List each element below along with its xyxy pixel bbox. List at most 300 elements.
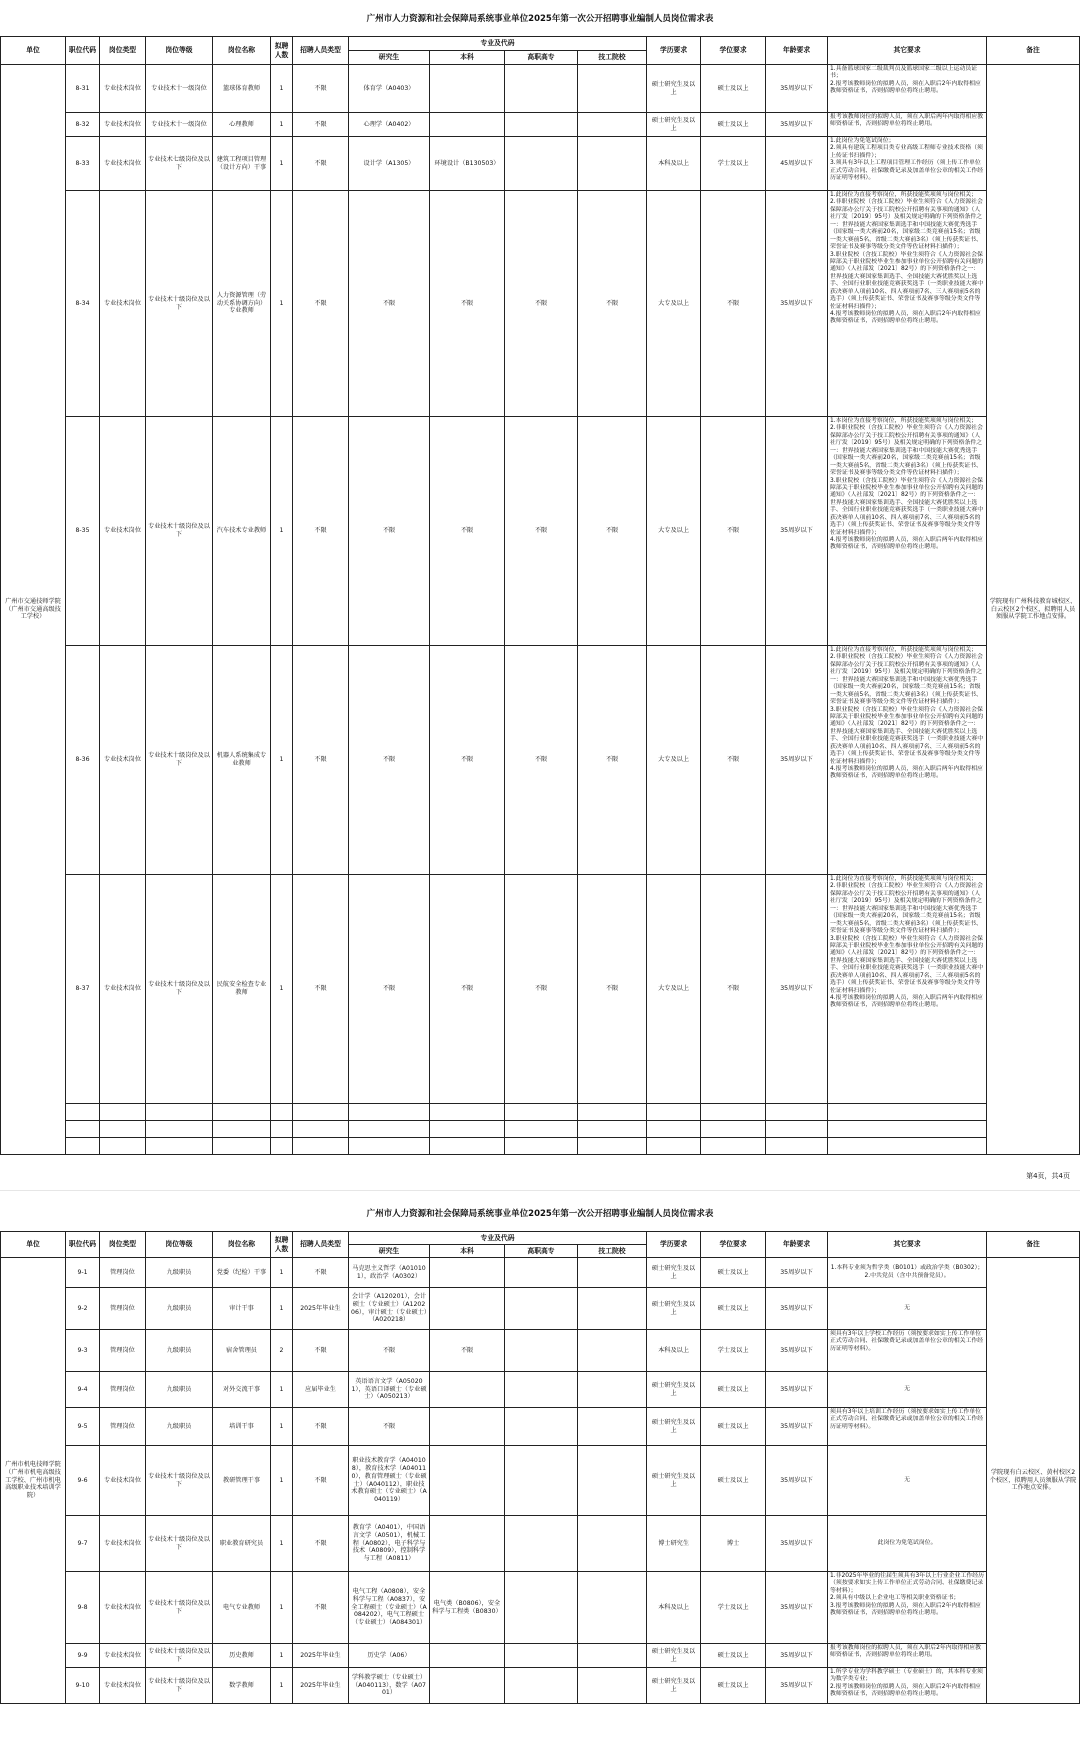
major-technical bbox=[578, 65, 647, 113]
major-technical bbox=[578, 1408, 647, 1446]
degree-requirement: 学士及以上 bbox=[701, 1572, 766, 1644]
major-graduate: 学科教学硕士（专业硕士）（A040113），数学（A0701） bbox=[349, 1668, 430, 1704]
job-code: 8-37 bbox=[66, 875, 100, 1104]
other-requirements bbox=[828, 113, 987, 137]
requirement-line: 2.非职业院校（含技工院校）毕业生须符合《人力资源社会保障部办公厅关于技工院校公开招聘有关事项的通知》（人社厅发〔2019〕95号）及相关规定明确的下列资格条件之一：世界技能大赛国家集训选手和中国技能大赛优秀选手（国家级一类大赛前20名，国家级二类竞赛前15名；省级一类大赛前5名，省级二类大赛前3名）（须上传获奖证书、荣誉证书及赛事等级分类文件等佐证材料扫描件）； bbox=[830, 425, 983, 477]
other-requirements bbox=[828, 1258, 987, 1288]
education-requirement: 本科及以上 bbox=[647, 137, 701, 191]
age-requirement: 35周岁以下 bbox=[766, 1408, 828, 1446]
empty-cell bbox=[430, 1138, 505, 1155]
major-undergraduate bbox=[430, 1288, 505, 1330]
major-undergraduate: 不限 bbox=[430, 875, 505, 1104]
hire-count: 1 bbox=[271, 191, 293, 417]
requirement-line: 须具有3年以上学校工作经历（须按要求如实上传工作单位正式劳动合同、社保缴费记录或加盖单位公章的相关工作经历证明等材料）。 bbox=[830, 1331, 984, 1352]
recruit-target: 不限 bbox=[293, 137, 349, 191]
hire-count: 1 bbox=[271, 1288, 293, 1330]
empty-cell bbox=[271, 1121, 293, 1138]
job-name: 汽车技术专业教师 bbox=[213, 417, 271, 646]
job-code: 8-31 bbox=[66, 65, 100, 113]
major-technical bbox=[578, 1288, 647, 1330]
job-code: 9-5 bbox=[66, 1408, 100, 1446]
major-vocational bbox=[505, 1258, 578, 1288]
age-requirement: 35周岁以下 bbox=[766, 1668, 828, 1704]
job-name: 篮球体育教师 bbox=[213, 65, 271, 113]
empty-cell bbox=[505, 1121, 578, 1138]
major-undergraduate bbox=[430, 1668, 505, 1704]
empty-cell bbox=[766, 1138, 828, 1155]
education-requirement: 硕士研究生及以上 bbox=[647, 1408, 701, 1446]
header-type: 岗位类型 bbox=[100, 1232, 146, 1258]
header-type: 岗位类型 bbox=[100, 37, 146, 65]
education-requirement: 硕士研究生及以上 bbox=[647, 1258, 701, 1288]
job-level: 专业技术十级岗位及以下 bbox=[146, 191, 213, 417]
job-type: 专业技术岗位 bbox=[100, 191, 146, 417]
remark-cell: 学院现有广州科技教育城校区、白云校区2个校区，拟聘用人员须服从学院工作地点安排。 bbox=[987, 65, 1080, 1155]
age-requirement: 45周岁以下 bbox=[766, 137, 828, 191]
other-requirements bbox=[828, 1372, 987, 1408]
job-type: 专业技术岗位 bbox=[100, 646, 146, 875]
education-requirement: 硕士研究生及以上 bbox=[647, 1446, 701, 1516]
job-name: 机器人系统集成专业教师 bbox=[213, 646, 271, 875]
requirement-line: 1.本科专业须为哲学类（B0101）或政治学类（B0302）； bbox=[830, 1265, 984, 1272]
recruit-target: 不限 bbox=[293, 65, 349, 113]
requirement-line: 1.此岗位为免笔试岗位； bbox=[830, 138, 895, 144]
degree-requirement: 不限 bbox=[701, 191, 766, 417]
major-graduate: 体育学（A0403） bbox=[349, 65, 430, 113]
empty-cell bbox=[701, 1121, 766, 1138]
empty-cell bbox=[766, 1121, 828, 1138]
empty-cell bbox=[271, 1138, 293, 1155]
empty-cell bbox=[349, 1104, 430, 1121]
job-type: 专业技术岗位 bbox=[100, 137, 146, 191]
header-edu: 学历要求 bbox=[647, 37, 701, 65]
requirement-line: 3.职业院校（含技工院校）毕业生须符合《人力资源社会保障部关于职业院校毕业生参加事业单位公开招聘有关问题的通知》（人社部发〔2021〕82号）的下列资格条件之一：世界技能大赛国家集训选手、全国技能大赛优胜奖以上选手、全国行业职业技能竞赛获奖选手（一类职业技能大赛中获决赛单人项前10名、四人赛项前7名、三人赛项前5名的选手）（须上传获奖证书、荣誉证书及赛事等级分类文件等佐证材料扫描件）； bbox=[830, 935, 984, 994]
requirement-line: 4.报考该教师岗位的拟聘人员，须在入职后2年内取得相应教师资格证书，否则招聘单位将终止聘用。 bbox=[830, 311, 981, 325]
hire-count: 1 bbox=[271, 1644, 293, 1668]
recruit-target: 不限 bbox=[293, 1572, 349, 1644]
other-requirements bbox=[828, 1408, 987, 1446]
header-code: 职位代码 bbox=[66, 1232, 100, 1258]
job-name: 建筑工程项目管理（设计方向）干事 bbox=[213, 137, 271, 191]
major-technical bbox=[578, 1330, 647, 1372]
job-name: 历史教师 bbox=[213, 1644, 271, 1668]
header-undergrad: 本科 bbox=[430, 51, 505, 65]
hire-count: 1 bbox=[271, 1372, 293, 1408]
age-requirement: 35周岁以下 bbox=[766, 646, 828, 875]
major-vocational bbox=[505, 1668, 578, 1704]
empty-cell bbox=[578, 1121, 647, 1138]
table-row bbox=[1, 1288, 1080, 1330]
major-undergraduate bbox=[430, 1516, 505, 1572]
job-code: 9-7 bbox=[66, 1516, 100, 1572]
major-vocational bbox=[505, 65, 578, 113]
table-row bbox=[1, 417, 1080, 646]
empty-row bbox=[1, 1138, 1080, 1155]
job-type: 专业技术岗位 bbox=[100, 875, 146, 1104]
recruit-target: 不限 bbox=[293, 875, 349, 1104]
empty-cell bbox=[647, 1104, 701, 1121]
empty-row bbox=[1, 1104, 1080, 1121]
requirement-line: 无 bbox=[904, 1304, 910, 1311]
empty-cell bbox=[293, 1121, 349, 1138]
table-row bbox=[1, 1446, 1080, 1516]
empty-cell bbox=[146, 1138, 213, 1155]
degree-requirement: 硕士及以上 bbox=[701, 1668, 766, 1704]
other-requirements bbox=[828, 65, 987, 113]
major-graduate: 教育学（A0401），中国语言文学（A0501），机械工程（A0802），电子科学与技术（A0809），控制科学与工程（A0811） bbox=[349, 1516, 430, 1572]
remark-cell: 学院现有白云校区、黄村校区2个校区，拟聘用人员须服从学院工作地点安排。 bbox=[987, 1258, 1080, 1704]
job-level: 专业技术十级岗位及以下 bbox=[146, 1516, 213, 1572]
empty-cell bbox=[505, 1104, 578, 1121]
header-name: 岗位名称 bbox=[213, 37, 271, 65]
degree-requirement: 不限 bbox=[701, 417, 766, 646]
major-vocational bbox=[505, 137, 578, 191]
requirement-line: 2.须具有建筑工程项目类专业高级工程师专业技术资格（须上传证书扫描件）； bbox=[830, 145, 983, 159]
degree-requirement: 不限 bbox=[701, 646, 766, 875]
empty-cell bbox=[293, 1104, 349, 1121]
education-requirement: 硕士研究生及以上 bbox=[647, 1668, 701, 1704]
major-undergraduate: 不限 bbox=[430, 417, 505, 646]
job-name: 对外交流干事 bbox=[213, 1372, 271, 1408]
job-level: 九级职员 bbox=[146, 1408, 213, 1446]
education-requirement: 博士研究生 bbox=[647, 1516, 701, 1572]
header-remark: 备注 bbox=[987, 1232, 1080, 1258]
empty-cell bbox=[828, 1104, 987, 1121]
other-requirements bbox=[828, 1668, 987, 1704]
major-graduate: 不限 bbox=[349, 646, 430, 875]
major-graduate: 职业技术教育学（A040108），教育技术学（A040110），教育管理硕士（专业硕士）（A040112），职业技术教育硕士（专业硕士）（A040119） bbox=[349, 1446, 430, 1516]
job-name: 人力资源管理（劳动关系协调方向）专业教师 bbox=[213, 191, 271, 417]
job-type: 专业技术岗位 bbox=[100, 1572, 146, 1644]
sheet1-table bbox=[0, 36, 1080, 1155]
job-name: 党委（纪检）干事 bbox=[213, 1258, 271, 1288]
age-requirement: 35周岁以下 bbox=[766, 417, 828, 646]
page-divider bbox=[0, 1190, 1080, 1191]
sheet2-table bbox=[0, 1231, 1080, 1704]
job-level: 九级职员 bbox=[146, 1372, 213, 1408]
recruit-target: 不限 bbox=[293, 1408, 349, 1446]
job-level: 专业技术十级岗位及以下 bbox=[146, 1644, 213, 1668]
education-requirement: 硕士研究生及以上 bbox=[647, 1644, 701, 1668]
other-requirements bbox=[828, 1516, 987, 1572]
empty-cell bbox=[213, 1138, 271, 1155]
requirement-line: 2.中共党员（含中共预备党员）。 bbox=[864, 1272, 950, 1279]
hire-count: 1 bbox=[271, 1446, 293, 1516]
job-code: 8-36 bbox=[66, 646, 100, 875]
major-graduate: 英语语言文学（A050201），英语口译硕士（专业硕士）（A050213） bbox=[349, 1372, 430, 1408]
age-requirement: 35周岁以下 bbox=[766, 1330, 828, 1372]
empty-cell bbox=[66, 1121, 100, 1138]
header-code: 职位代码 bbox=[66, 37, 100, 65]
education-requirement: 硕士研究生及以上 bbox=[647, 65, 701, 113]
sheet2-title: 广州市人力资源和社会保障局系统事业单位2025年第一次公开招聘事业编制人员岗位需求表 bbox=[366, 1209, 714, 1219]
header-major: 专业及代码 bbox=[349, 37, 647, 51]
major-graduate: 马克思主义哲学（A010101），政治学（A0302） bbox=[349, 1258, 430, 1288]
empty-cell bbox=[828, 1138, 987, 1155]
empty-cell bbox=[701, 1138, 766, 1155]
education-requirement: 本科及以上 bbox=[647, 1330, 701, 1372]
degree-requirement: 学士及以上 bbox=[701, 137, 766, 191]
empty-cell bbox=[66, 1104, 100, 1121]
requirement-line: 3.职业院校（含技工院校）毕业生须符合《人力资源社会保障部关于职业院校毕业生参加事业单位公开招聘有关问题的通知》（人社部发〔2021〕82号）的下列资格条件之一：世界技能大赛国家集训选手、全国技能大赛优胜奖以上选手、全国行业职业技能竞赛获奖选手（一类职业技能大赛中获决赛单人项前10名、四人赛项前7名、三人赛项前5名的选手）（须上传获奖证书、荣誉证书及赛事等级分类文件等佐证材料扫描件）； bbox=[830, 251, 984, 310]
header-grad: 研究生 bbox=[349, 1245, 430, 1258]
requirement-line: 2.报考该教师岗位的拟聘人员，须在入职后2年内取得相应教师资格证书，否则招聘单位将终止聘用。 bbox=[830, 1683, 981, 1698]
job-type: 专业技术岗位 bbox=[100, 1446, 146, 1516]
empty-cell bbox=[100, 1121, 146, 1138]
job-name: 审计干事 bbox=[213, 1288, 271, 1330]
requirement-line: 3.报考该教师岗位的拟聘人员，须在入职后2年内取得相应教师资格证书，否则招聘单位将终止聘用。 bbox=[830, 1602, 981, 1617]
job-level: 专业技术十级岗位及以下 bbox=[146, 1668, 213, 1704]
header-major: 专业及代码 bbox=[349, 1232, 647, 1245]
degree-requirement: 硕士及以上 bbox=[701, 1408, 766, 1446]
empty-cell bbox=[430, 1121, 505, 1138]
header-target: 招聘人员类型 bbox=[293, 1232, 349, 1258]
job-type: 专业技术岗位 bbox=[100, 1668, 146, 1704]
hire-count: 1 bbox=[271, 1668, 293, 1704]
job-type: 专业技术岗位 bbox=[100, 113, 146, 137]
empty-cell bbox=[293, 1138, 349, 1155]
job-type: 管理岗位 bbox=[100, 1288, 146, 1330]
major-undergraduate: 环境设计（B130503） bbox=[430, 137, 505, 191]
major-technical bbox=[578, 137, 647, 191]
requirement-line: 4.报考该教师岗位的拟聘人员，须在入职后两年内取得相应教师资格证书，否则招聘单位将终止聘用。 bbox=[830, 995, 983, 1009]
job-type: 管理岗位 bbox=[100, 1408, 146, 1446]
header-other: 其它要求 bbox=[828, 37, 987, 65]
hire-count: 1 bbox=[271, 1258, 293, 1288]
table-row bbox=[1, 113, 1080, 137]
empty-cell bbox=[100, 1138, 146, 1155]
job-level: 专业技术十一级岗位 bbox=[146, 113, 213, 137]
table-row bbox=[1, 65, 1080, 113]
job-type: 管理岗位 bbox=[100, 1330, 146, 1372]
other-requirements bbox=[828, 875, 987, 1104]
major-graduate: 电气工程（A0808），安全科学与工程（A0837），安全工程硕士（专业硕士）（A084202），电气工程硕士（专业硕士）（A084301） bbox=[349, 1572, 430, 1644]
header-count: 拟聘人数 bbox=[271, 37, 293, 65]
requirement-line: 1.此岗位为直接考察岗位，所获技能奖项须与岗位相关； bbox=[830, 876, 978, 882]
job-type: 管理岗位 bbox=[100, 1258, 146, 1288]
other-requirements bbox=[828, 137, 987, 191]
header-tech: 技工院校 bbox=[578, 1245, 647, 1258]
education-requirement: 大专及以上 bbox=[647, 646, 701, 875]
requirement-line: 报考该教师岗位的拟聘人员，须在入职后2年内取得相应教师资格证书，否则招聘单位将终止聘用。 bbox=[830, 1645, 982, 1659]
job-name: 宿舍管理员 bbox=[213, 1330, 271, 1372]
hire-count: 1 bbox=[271, 113, 293, 137]
empty-cell bbox=[213, 1104, 271, 1121]
major-technical bbox=[578, 1668, 647, 1704]
major-vocational bbox=[505, 1330, 578, 1372]
major-undergraduate bbox=[430, 1372, 505, 1408]
header-unit: 单位 bbox=[1, 1232, 66, 1258]
major-vocational bbox=[505, 1288, 578, 1330]
job-level: 专业技术七级岗位及以下 bbox=[146, 137, 213, 191]
recruit-target: 应届毕业生 bbox=[293, 1372, 349, 1408]
table-row bbox=[1, 191, 1080, 417]
major-vocational: 不限 bbox=[505, 875, 578, 1104]
hire-count: 1 bbox=[271, 646, 293, 875]
recruit-target: 不限 bbox=[293, 417, 349, 646]
header-level: 岗位等级 bbox=[146, 37, 213, 65]
other-requirements bbox=[828, 1330, 987, 1372]
major-undergraduate: 不限 bbox=[430, 191, 505, 417]
hire-count: 1 bbox=[271, 1408, 293, 1446]
other-requirements bbox=[828, 646, 987, 875]
job-code: 9-3 bbox=[66, 1330, 100, 1372]
requirement-line: 3.职业院校（含技工院校）毕业生须符合《人力资源社会保障部关于职业院校毕业生参加事业单位公开招聘有关问题的通知》（人社部发〔2021〕82号）的下列资格条件之一：世界技能大赛国家集训选手、全国技能大赛优胜奖以上选手、全国行业职业技能竞赛获奖选手（一类职业技能大赛中获决赛单人项前10名、四人赛项前7名、三人赛项前5名的选手）（须上传获奖证书、荣誉证书及赛事等级分类文件等佐证材料扫描件）； bbox=[830, 706, 984, 765]
recruit-target: 不限 bbox=[293, 1330, 349, 1372]
age-requirement: 35周岁以下 bbox=[766, 65, 828, 113]
job-level: 专业技术十级岗位及以下 bbox=[146, 875, 213, 1104]
major-vocational: 不限 bbox=[505, 191, 578, 417]
header-grad: 研究生 bbox=[349, 51, 430, 65]
recruit-target: 不限 bbox=[293, 1258, 349, 1288]
age-requirement: 35周岁以下 bbox=[766, 191, 828, 417]
job-level: 专业技术十级岗位及以下 bbox=[146, 1572, 213, 1644]
requirement-line: 1.所学专业为学科教学硕士（专业硕士）的，其本科专业须为数学类专业； bbox=[830, 1669, 983, 1683]
empty-cell bbox=[66, 1138, 100, 1155]
empty-cell bbox=[578, 1104, 647, 1121]
empty-cell bbox=[213, 1121, 271, 1138]
recruit-target: 不限 bbox=[293, 113, 349, 137]
table-row bbox=[1, 1516, 1080, 1572]
major-technical: 不限 bbox=[578, 646, 647, 875]
major-undergraduate bbox=[430, 1446, 505, 1516]
major-graduate: 不限 bbox=[349, 1330, 430, 1372]
empty-cell bbox=[766, 1104, 828, 1121]
recruit-target: 不限 bbox=[293, 646, 349, 875]
job-level: 九级职员 bbox=[146, 1330, 213, 1372]
header-age: 年龄要求 bbox=[766, 1232, 828, 1258]
major-undergraduate: 不限 bbox=[430, 1330, 505, 1372]
job-level: 专业技术十级岗位及以下 bbox=[146, 417, 213, 646]
major-technical bbox=[578, 1372, 647, 1408]
major-technical bbox=[578, 1258, 647, 1288]
empty-cell bbox=[647, 1138, 701, 1155]
table-row bbox=[1, 875, 1080, 1104]
header-voc: 高职高专 bbox=[505, 1245, 578, 1258]
table-row bbox=[1, 1372, 1080, 1408]
major-graduate: 不限 bbox=[349, 417, 430, 646]
empty-cell bbox=[146, 1121, 213, 1138]
major-technical bbox=[578, 1572, 647, 1644]
major-vocational bbox=[505, 1408, 578, 1446]
job-code: 9-6 bbox=[66, 1446, 100, 1516]
age-requirement: 35周岁以下 bbox=[766, 1572, 828, 1644]
header-target: 招聘人员类型 bbox=[293, 37, 349, 65]
major-graduate: 不限 bbox=[349, 1408, 430, 1446]
major-vocational bbox=[505, 1644, 578, 1668]
job-code: 9-8 bbox=[66, 1572, 100, 1644]
job-name: 职业教育研究员 bbox=[213, 1516, 271, 1572]
requirement-line: 2.报考该教师岗位的拟聘人员，须在入职后2年内取得相应教师资格证书，否则招聘单位将终止聘用。 bbox=[830, 80, 981, 95]
major-graduate: 不限 bbox=[349, 191, 430, 417]
major-technical: 不限 bbox=[578, 875, 647, 1104]
job-name: 民航安全检查专业教师 bbox=[213, 875, 271, 1104]
table-row bbox=[1, 1408, 1080, 1446]
empty-cell bbox=[701, 1104, 766, 1121]
job-code: 8-35 bbox=[66, 417, 100, 646]
job-level: 九级职员 bbox=[146, 1288, 213, 1330]
header-degree: 学位要求 bbox=[701, 1232, 766, 1258]
other-requirements bbox=[828, 191, 987, 417]
age-requirement: 35周岁以下 bbox=[766, 1372, 828, 1408]
empty-cell bbox=[430, 1104, 505, 1121]
major-undergraduate bbox=[430, 65, 505, 113]
requirement-line: 1.本岗位为直接考察岗位，所获技能奖项须与岗位相关； bbox=[830, 418, 978, 424]
major-graduate: 历史学（A06） bbox=[349, 1644, 430, 1668]
unit-cell: 广州市机电技师学院（广州市机电高级技工学校、广州市机电高级职业技术培训学院） bbox=[1, 1258, 66, 1704]
header-other: 其它要求 bbox=[828, 1232, 987, 1258]
recruit-target: 不限 bbox=[293, 1446, 349, 1516]
education-requirement: 本科及以上 bbox=[647, 1572, 701, 1644]
degree-requirement: 硕士及以上 bbox=[701, 1288, 766, 1330]
major-graduate: 设计学（A1305） bbox=[349, 137, 430, 191]
requirement-line: 报考该教师岗位的拟聘人员，须在入职后两年内取得相应教师资格证书，否则招聘单位将终止聘用。 bbox=[830, 114, 984, 128]
degree-requirement: 博士 bbox=[701, 1516, 766, 1572]
sheet1-title: 广州市人力资源和社会保障局系统事业单位2025年第一次公开招聘事业编制人员岗位需求表 bbox=[366, 14, 714, 24]
major-technical bbox=[578, 1446, 647, 1516]
empty-cell bbox=[828, 1121, 987, 1138]
age-requirement: 35周岁以下 bbox=[766, 113, 828, 137]
degree-requirement: 硕士及以上 bbox=[701, 65, 766, 113]
empty-cell bbox=[647, 1121, 701, 1138]
education-requirement: 大专及以上 bbox=[647, 417, 701, 646]
recruit-target: 不限 bbox=[293, 191, 349, 417]
requirement-line: 4.报考该教师岗位的拟聘人员，须在入职后两年内取得相应教师资格证书，否则招聘单位将终止聘用。 bbox=[830, 766, 983, 780]
degree-requirement: 学士及以上 bbox=[701, 1330, 766, 1372]
header-name: 岗位名称 bbox=[213, 1232, 271, 1258]
requirement-line: 2.须具有中级以上企业电工等相关职业资格证书； bbox=[830, 1595, 960, 1602]
hire-count: 2 bbox=[271, 1330, 293, 1372]
education-requirement: 大专及以上 bbox=[647, 191, 701, 417]
major-undergraduate: 电气类（B0806），安全科学与工程类（B0830） bbox=[430, 1572, 505, 1644]
job-name: 电气专业教师 bbox=[213, 1572, 271, 1644]
major-vocational bbox=[505, 1516, 578, 1572]
job-code: 9-10 bbox=[66, 1668, 100, 1704]
requirement-line: 4.报考该教师岗位的拟聘人员，须在入职后两年内取得相应教师资格证书，否则招聘单位将终止聘用。 bbox=[830, 537, 983, 551]
degree-requirement: 硕士及以上 bbox=[701, 1372, 766, 1408]
job-name: 培训干事 bbox=[213, 1408, 271, 1446]
header-edu: 学历要求 bbox=[647, 1232, 701, 1258]
empty-cell bbox=[100, 1104, 146, 1121]
table-row bbox=[1, 1330, 1080, 1372]
table-row bbox=[1, 1572, 1080, 1644]
job-code: 9-1 bbox=[66, 1258, 100, 1288]
header-age: 年龄要求 bbox=[766, 37, 828, 65]
requirement-line: 此岗位为免笔试岗位。 bbox=[877, 1539, 937, 1546]
major-technical: 不限 bbox=[578, 191, 647, 417]
major-undergraduate bbox=[430, 1258, 505, 1288]
hire-count: 1 bbox=[271, 875, 293, 1104]
age-requirement: 35周岁以下 bbox=[766, 1446, 828, 1516]
hire-count: 1 bbox=[271, 65, 293, 113]
requirement-line: 无 bbox=[904, 1476, 910, 1483]
recruit-target: 不限 bbox=[293, 1516, 349, 1572]
other-requirements bbox=[828, 1572, 987, 1644]
job-level: 专业技术十级岗位及以下 bbox=[146, 646, 213, 875]
job-name: 教研管理干事 bbox=[213, 1446, 271, 1516]
header-level: 岗位等级 bbox=[146, 1232, 213, 1258]
degree-requirement: 硕士及以上 bbox=[701, 1446, 766, 1516]
requirement-line: 1.此岗位为直接考察岗位，所获技能奖项须与岗位相关； bbox=[830, 647, 978, 653]
header-degree: 学位要求 bbox=[701, 37, 766, 65]
major-undergraduate bbox=[430, 1644, 505, 1668]
job-level: 九级职员 bbox=[146, 1258, 213, 1288]
empty-cell bbox=[271, 1104, 293, 1121]
major-undergraduate: 不限 bbox=[430, 646, 505, 875]
major-graduate: 会计学（A120201），会计硕士（专业硕士）（A120206），审计硕士（专业硕士）（A020218） bbox=[349, 1288, 430, 1330]
major-vocational bbox=[505, 113, 578, 137]
degree-requirement: 硕士及以上 bbox=[701, 1644, 766, 1668]
